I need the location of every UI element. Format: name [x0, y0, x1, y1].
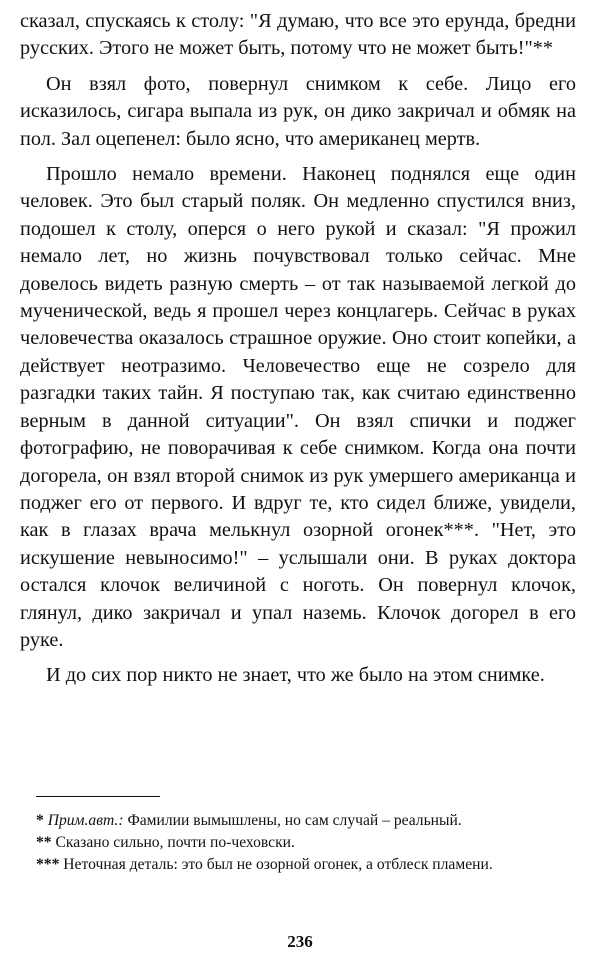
paragraph: И до сих пор никто не знает, что же было на этом снимке. [46, 664, 545, 687]
footnote [36, 854, 576, 876]
footnote-mark: * [36, 812, 44, 829]
paragraph: Он взял фото, повернул снимком к себе. Лицо его исказилось, сигара выпала из рук, он дико закричал и обмяк на пол. Зал оцепенел: было ясно, что американец мертв. [20, 72, 576, 150]
footnote-text: Неточная деталь: это был не озорной огонек, а отблеск пламени. [63, 856, 493, 873]
paragraph-continuation: сказал, спускаясь к столу: "Я думаю, что все это ерунда, бредни русских. Этого не может быть, потому что не может быть!"** [20, 10, 576, 60]
footnote-text: Фамилии вымышлены, но сам случай – реальный. [127, 812, 462, 829]
footnote-mark: ** [36, 834, 52, 851]
footnote-mark: *** [36, 856, 60, 873]
paragraph: Прошло немало времени. Наконец поднялся еще один человек. Это был старый поляк. Он медленно спустился вниз, подошел к столу, оперся о него рукой и сказал: "Я прожил немало лет, но жизнь почувствовал только сейчас. Мне довелось видеть разную смерть – от так называемой легкой до мученической, ведь я прошел через концлагерь. Сейчас в руках человечества оказалось страшное оружие. Оно стоит копейки, а действует неотразимо. Человечество еще не созрело для разгадки таких тайн. Я поступаю так, как считаю единственно верным в данной ситуации". Он взял спички и поджег фотографию, не поворачивая к себе снимком. Когда она почти догорела, он взял второй снимок из рук умершего американца и поджег его от первого. И вдруг те, кто сидел ближе, увидели, как в глазах врача мелькнул озорной огонек***. "Нет, это искушение невыносимо!" – услышали они. В руках доктора остался клочок величиной с ноготь. Он повернул клочок, глянул, дико закричал и упал наземь. Клочок догорел в его руке. [20, 163, 576, 651]
footnote [36, 810, 576, 832]
footnote-label: Прим.авт.: [47, 812, 124, 829]
footnote [36, 832, 576, 854]
footnote-text: Сказано сильно, почти по-чеховски. [55, 834, 295, 851]
page-number: 236 [287, 932, 313, 951]
footnotes [36, 810, 576, 876]
main-text [20, 8, 576, 690]
footnote-separator [36, 796, 160, 797]
